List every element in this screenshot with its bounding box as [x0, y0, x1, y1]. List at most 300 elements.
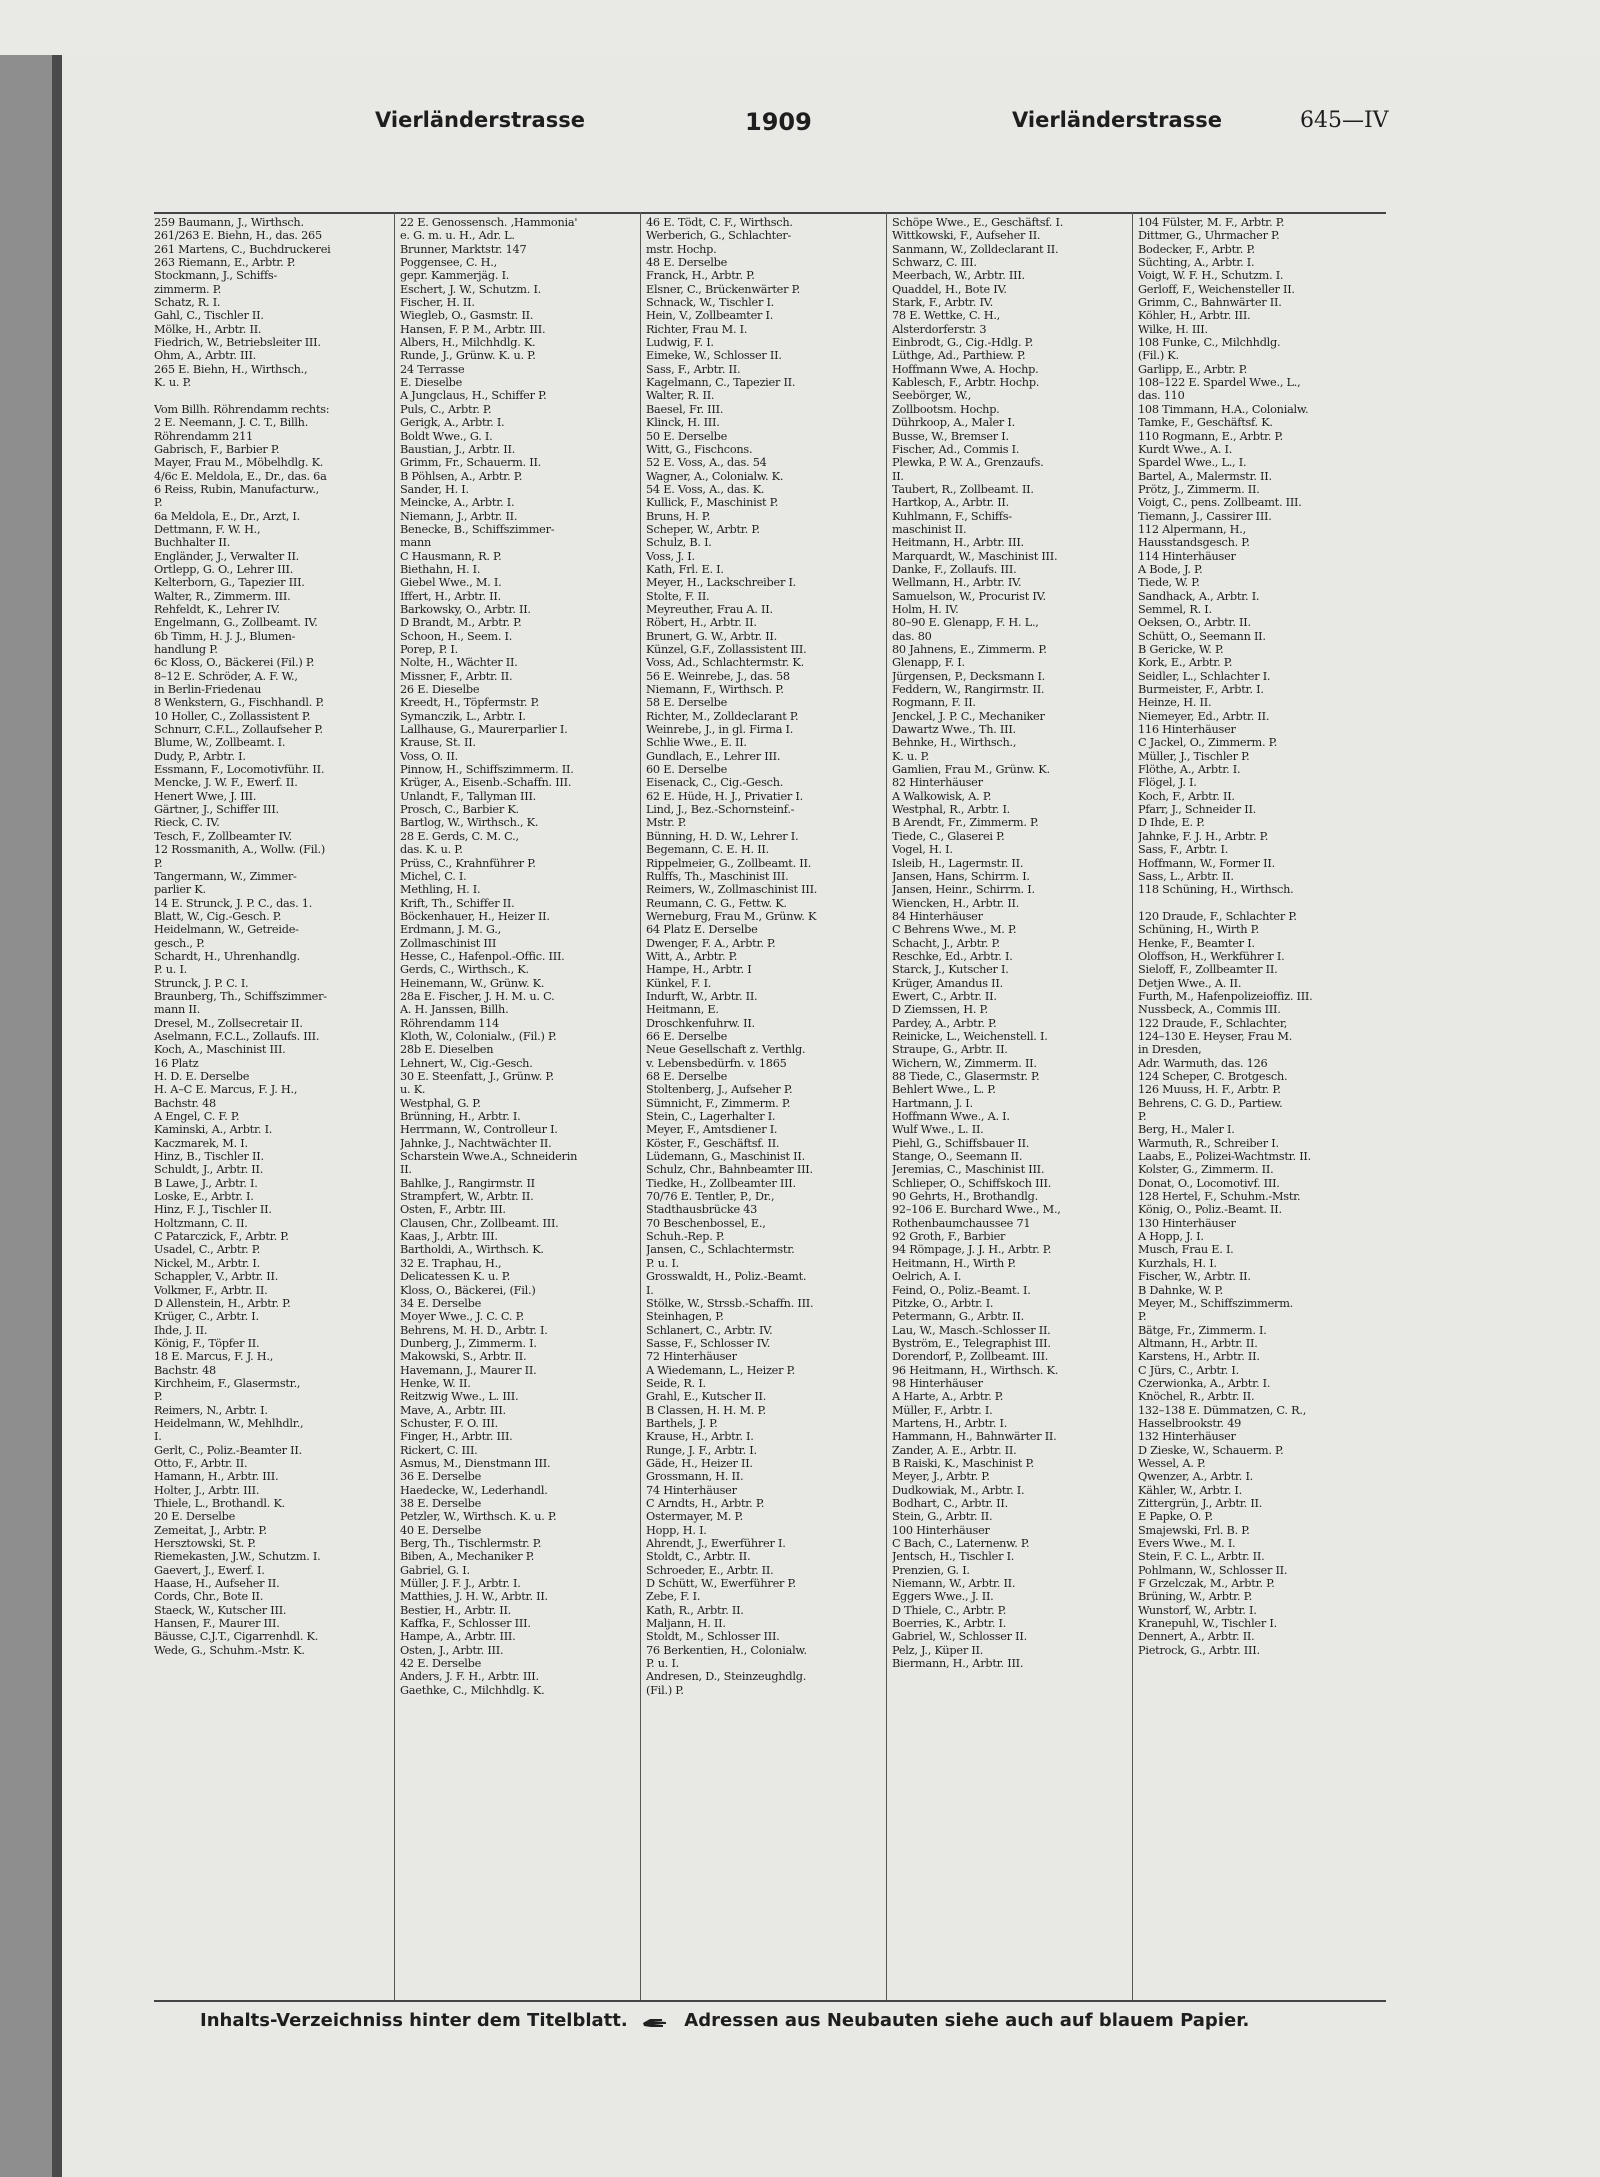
- directory-entry-line: 72 Hinterhäuser: [646, 1350, 737, 1364]
- directory-entry-line: Scheper, W., Arbtr. P.: [646, 522, 760, 536]
- directory-entry-line: 84 Hinterhäuser: [892, 909, 983, 923]
- directory-entry-line: Strampfert, W., Arbtr. II.: [400, 1190, 534, 1204]
- directory-entry-line: Wellmann, H., Arbtr. IV.: [892, 576, 1022, 590]
- directory-entry-line: Grossmann, H. II.: [646, 1470, 744, 1484]
- directory-entry-line: Voigt, C., pens. Zollbeamt. III.: [1138, 496, 1302, 510]
- directory-entry-line: 64 Platz E. Derselbe: [646, 923, 758, 937]
- directory-entry-line: Seebörger, W.,: [892, 389, 972, 403]
- directory-entry-line: Indurft, W., Arbtr. II.: [646, 989, 758, 1003]
- directory-entry-line: Meerbach, W., Arbtr. III.: [892, 269, 1025, 283]
- directory-entry-line: Schappler, V., Arbtr. II.: [154, 1270, 279, 1284]
- directory-entry-line: Heinemann, W., Grünw. K.: [400, 976, 545, 990]
- directory-entry-line: mann II.: [154, 1003, 201, 1017]
- directory-entry-line: Rogmann, F. II.: [892, 696, 976, 710]
- directory-entry-line: Hausstandsgesch. P.: [1138, 536, 1250, 550]
- directory-entry-line: Kaffka, F., Schlosser III.: [400, 1617, 531, 1631]
- directory-entry-line: Tangermann, W., Zimmer-: [154, 869, 297, 883]
- directory-entry-line: Meyer, F., Amtsdiener I.: [646, 1123, 778, 1137]
- directory-entry-line: A Harte, A., Arbtr. P.: [892, 1390, 1004, 1404]
- directory-entry-line: Heitmann, E.: [646, 1003, 719, 1017]
- directory-entry-line: gepr. Kammerjäg. I.: [400, 269, 510, 283]
- directory-entry-line: Hansen, F., Maurer III.: [154, 1617, 280, 1631]
- directory-entry-line: C Behrens Wwe., M. P.: [892, 923, 1017, 937]
- directory-entry-line: Flögel, J. I.: [1138, 776, 1197, 790]
- directory-entry-line: maschinist II.: [892, 522, 967, 536]
- directory-entry-line: Sass, L., Arbtr. II.: [1138, 869, 1234, 883]
- directory-entry-line: Gundlach, E., Lehrer III.: [646, 749, 781, 763]
- directory-entry-line: 12 Rossmanith, A., Wollw. (Fil.): [154, 843, 325, 857]
- directory-entry-line: Marquardt, W., Maschinist III.: [892, 549, 1058, 563]
- directory-entry-line: P. u. I.: [646, 1657, 680, 1671]
- directory-entry-line: Krüger, A., Eisenb.-Schaffn. III.: [400, 776, 572, 790]
- directory-entry-line: 263 Riemann, E., Arbtr. P.: [154, 256, 296, 270]
- directory-entry-line: Ostermayer, M. P.: [646, 1510, 743, 1524]
- directory-entry-line: Tesch, F., Zollbeamter IV.: [154, 829, 292, 843]
- directory-entry-line: Brüning, W., Arbtr. P.: [1138, 1590, 1253, 1604]
- directory-entry-line: Droschkenfuhrw. II.: [646, 1016, 755, 1030]
- directory-entry-line: Kath, R., Arbtr. II.: [646, 1603, 744, 1617]
- directory-entry-line: 70/76 E. Tentler, P., Dr.,: [646, 1190, 775, 1204]
- directory-entry-line: K. u. P.: [892, 749, 929, 763]
- directory-entry-line: Evers Wwe., M. I.: [1138, 1537, 1236, 1551]
- directory-entry-line: Röbert, H., Arbtr. II.: [646, 616, 757, 630]
- directory-entry-line: Oeksen, O., Arbtr. II.: [1138, 616, 1251, 630]
- directory-entry-line: Michel, C. I.: [400, 869, 467, 883]
- directory-entry-line: Mencke, J. W. F., Ewerf. II.: [154, 776, 298, 790]
- directory-entry-line: Erdmann, J. M. G.,: [400, 923, 501, 937]
- directory-entry-line: 92 Groth, F., Barbier: [892, 1230, 1006, 1244]
- directory-column-3: [646, 216, 882, 1996]
- directory-entry-line: 32 E. Traphau, H.,: [400, 1256, 502, 1270]
- directory-entry-line: E Papke, O. P.: [1138, 1510, 1213, 1524]
- directory-entry-line: Gaethke, C., Milchhdlg. K.: [400, 1683, 545, 1697]
- directory-entry-line: 100 Hinterhäuser: [892, 1523, 990, 1537]
- directory-entry-line: Grimm, Fr., Schauerm. II.: [400, 456, 542, 470]
- running-header-year: 1909: [745, 108, 812, 136]
- directory-entry-line: Voigt, W. F. H., Schutzm. I.: [1138, 269, 1284, 283]
- directory-entry-line: Rothenbaumchaussee 71: [892, 1216, 1031, 1230]
- directory-entry-line: Qwenzer, A., Arbtr. I.: [1138, 1470, 1254, 1484]
- directory-entry-line: Mayer, Frau M., Möbelhdlg. K.: [154, 456, 324, 470]
- directory-entry-line: Missner, F., Arbtr. II.: [400, 669, 513, 683]
- directory-entry-line: Kurdt Wwe., A. I.: [1138, 442, 1233, 456]
- directory-entry-line: 92–106 E. Burchard Wwe., M.,: [892, 1203, 1061, 1217]
- directory-entry-line: Kreedt, H., Töpfermstr. P.: [400, 696, 539, 710]
- directory-entry-line: A. H. Janssen, Billh.: [400, 1003, 509, 1017]
- directory-entry-line: 50 E. Derselbe: [646, 429, 728, 443]
- directory-entry-line: 108 Timmann, H.A., Colonialw.: [1138, 402, 1309, 416]
- directory-entry-line: Hampe, A., Arbtr. III.: [400, 1630, 516, 1644]
- directory-entry-line: Werberich, G., Schlachter-: [646, 229, 792, 243]
- directory-entry-line: 38 E. Derselbe: [400, 1497, 482, 1510]
- directory-entry-line: Dettmann, F. W. H.,: [154, 522, 261, 536]
- directory-entry-line: Fiedrich, W., Betriebsleiter III.: [154, 336, 321, 350]
- directory-entry-line: 96 Heitmann, H., Wirthsch. K.: [892, 1363, 1059, 1377]
- directory-entry-line: Hoffmann Wwe, A. Hochp.: [892, 362, 1039, 376]
- directory-entry-line: Jansen, Heinr., Schirrm. I.: [892, 883, 1035, 897]
- directory-entry-line: Dorendorf, P., Zollbeamt. III.: [892, 1350, 1049, 1364]
- directory-entry-line: Donat, O., Locomotivf. III.: [1138, 1176, 1280, 1190]
- directory-entry-line: Wilke, H. III.: [1138, 322, 1208, 336]
- directory-entry-line: Danke, F., Zollaufs. III.: [892, 562, 1017, 576]
- directory-entry-line: Richter, M., Zolldeclarant P.: [646, 709, 799, 723]
- directory-entry-line: Dührkoop, A., Maler I.: [892, 416, 1015, 430]
- directory-entry-line: Walter, R., Zimmerm. III.: [154, 589, 291, 603]
- directory-entry-line: Strunck, J. P. C. I.: [154, 976, 249, 990]
- directory-entry-line: Eimeke, W., Schlosser II.: [646, 349, 782, 363]
- directory-entry-line: Kath, Frl. E. I.: [646, 562, 724, 576]
- directory-entry-line: 56 E. Weinrebe, J., das. 58: [646, 669, 790, 683]
- directory-entry-line: Hansen, F. P. M., Arbtr. III.: [400, 322, 546, 336]
- directory-entry-line: B Dahnke, W. P.: [1138, 1283, 1223, 1297]
- directory-entry-line: Eggers Wwe., J. II.: [892, 1590, 994, 1604]
- directory-entry-line: Kelterborn, G., Tapezier III.: [154, 576, 305, 590]
- directory-entry-line: C Bach, C., Laternenw. P.: [892, 1537, 1030, 1551]
- directory-entry-line: 108–122 E. Spardel Wwe., L.,: [1138, 376, 1301, 390]
- directory-entry-line: Cords, Chr., Bote II.: [154, 1590, 264, 1604]
- directory-entry-line: Gäde, H., Heizer II.: [646, 1456, 753, 1470]
- directory-entry-line: 20 E. Derselbe: [154, 1510, 236, 1524]
- directory-entry-line: H. A–C E. Marcus, F. J. H.,: [154, 1083, 298, 1097]
- directory-entry-line: 26 E. Dieselbe: [400, 683, 480, 697]
- pointing-hand-icon: [642, 2014, 670, 2028]
- directory-entry-line: Schnack, W., Tischler I.: [646, 296, 775, 310]
- directory-entry-line: Andresen, D., Steinzeughdlg.: [646, 1670, 807, 1684]
- directory-entry-line: Schardt, H., Uhrenhandlg.: [154, 949, 300, 963]
- directory-entry-line: Spardel Wwe., L., I.: [1138, 456, 1247, 470]
- directory-entry-line: Mave, A., Arbtr. III.: [400, 1403, 506, 1417]
- directory-entry-line: Musch, Frau E. I.: [1138, 1243, 1234, 1257]
- directory-entry-line: P.: [1138, 1110, 1147, 1124]
- directory-entry-line: Kagelmann, C., Tapezier II.: [646, 376, 796, 390]
- directory-entry-line: Finger, H., Arbtr. III.: [400, 1430, 513, 1444]
- directory-entry-line: Bestier, H., Arbtr. II.: [400, 1603, 512, 1617]
- directory-entry-line: Feddern, W., Rangirmstr. II.: [892, 683, 1045, 697]
- directory-entry-line: Hoffmann Wwe., A. I.: [892, 1110, 1010, 1124]
- directory-entry-line: Methling, H. I.: [400, 883, 481, 897]
- directory-entry-line: Pardey, A., Arbtr. P.: [892, 1016, 997, 1030]
- directory-entry-line: Rieck, C. IV.: [154, 816, 220, 830]
- directory-entry-line: Fischer, H. II.: [400, 296, 475, 310]
- directory-entry-line: Gaevert, J., Ewerf. I.: [154, 1563, 265, 1577]
- directory-entry-line: Buchhalter II.: [154, 536, 231, 550]
- directory-entry-line: 108 Funke, C., Milchhdlg.: [1138, 336, 1281, 350]
- directory-entry-line: Seidler, L., Schlachter I.: [1138, 669, 1271, 683]
- directory-entry-line: Henke, F., Beamter I.: [1138, 936, 1255, 950]
- footer-left-note: Inhalts-Verzeichniss hinter dem Titelblatt.: [200, 2010, 628, 2031]
- directory-entry-line: Brünning, H., Arbtr. I.: [400, 1110, 521, 1124]
- directory-entry-line: Grimm, C., Bahnwärter II.: [1138, 296, 1282, 310]
- directory-entry-line: Lüdemann, G., Maschinist II.: [646, 1150, 805, 1164]
- directory-entry-line: 126 Muuss, H. F., Arbtr. P.: [1138, 1083, 1281, 1097]
- directory-entry-line: 116 Hinterhäuser: [1138, 723, 1236, 737]
- directory-entry-line: P.: [154, 496, 163, 510]
- directory-entry-line: D Zieske, W., Schauerm. P.: [1138, 1443, 1284, 1457]
- directory-entry-line: Kablesch, F., Arbtr. Hochp.: [892, 376, 1040, 390]
- directory-entry-line: 259 Baumann, J., Wirthsch.: [154, 216, 304, 229]
- directory-entry-line: Runde, J., Grünw. K. u. P.: [400, 349, 536, 363]
- directory-entry-line: Holm, H. IV.: [892, 602, 959, 616]
- directory-entry-line: 122 Draude, F., Schlachter,: [1138, 1016, 1288, 1030]
- directory-entry-line: Schlanert, C., Arbtr. IV.: [646, 1323, 773, 1337]
- directory-entry-line: B Arendt, Fr., Zimmerm. P.: [892, 816, 1039, 830]
- directory-entry-line: Detjen Wwe., A. II.: [1138, 976, 1242, 990]
- directory-entry-line: II.: [892, 469, 904, 483]
- directory-entry-line: zimmerm. P.: [154, 282, 222, 296]
- directory-entry-line: B Lawe, J., Arbtr. I.: [154, 1176, 258, 1190]
- directory-entry-line: Quaddel, H., Bote IV.: [892, 282, 1007, 296]
- directory-entry-line: Kloss, O., Bäckerei, (Fil.): [400, 1283, 536, 1297]
- directory-entry-line: Krause, St. II.: [400, 736, 476, 750]
- directory-entry-line: 10 Holler, C., Zollassistent P.: [154, 709, 311, 723]
- directory-entry-line: Heitmann, H., Arbtr. III.: [892, 536, 1024, 550]
- directory-entry-line: 104 Fülster, M. F., Arbtr. P.: [1138, 216, 1285, 229]
- directory-entry-line: I.: [646, 1283, 654, 1297]
- directory-entry-line: Voss, J. I.: [646, 549, 695, 563]
- directory-entry-line: Wagner, A., Colonialw. K.: [646, 469, 784, 483]
- directory-entry-line: Röhrendamm 211: [154, 429, 253, 443]
- directory-entry-line: Anders, J. F. H., Arbtr. III.: [400, 1670, 539, 1684]
- directory-entry-line: Essmann, F., Locomotivführ. II.: [154, 763, 325, 777]
- directory-entry-line: Lehnert, W., Cig.-Gesch.: [400, 1056, 533, 1070]
- directory-entry-line: P.: [1138, 1310, 1147, 1324]
- directory-entry-line: 42 E. Derselbe: [400, 1657, 482, 1671]
- directory-entry-line: 261/263 E. Biehn, H., das. 265: [154, 229, 322, 243]
- directory-entry-line: Unlandt, F., Tallyman III.: [400, 789, 537, 803]
- directory-entry-line: Voss, Ad., Schlachtermstr. K.: [646, 656, 804, 670]
- directory-entry-line: Havemann, J., Maurer II.: [400, 1363, 537, 1377]
- directory-entry-line: Neue Gesellschaft z. Verthlg.: [646, 1043, 806, 1057]
- directory-entry-line: Jansen, Hans, Schirrm. I.: [892, 869, 1030, 883]
- directory-entry-line: Sass, F., Arbtr. II.: [646, 362, 741, 376]
- directory-entry-line: Runge, J. F., Arbtr. I.: [646, 1443, 757, 1457]
- directory-entry-line: Meyer, M., Schiffszimmerm.: [1138, 1296, 1293, 1310]
- directory-entry-line: Samuelson, W., Procurist IV.: [892, 589, 1046, 603]
- directory-entry-line: Volkmer, F., Arbtr. II.: [154, 1283, 268, 1297]
- directory-entry-line: Ortlepp, G. O., Lehrer III.: [154, 562, 294, 576]
- directory-entry-line: Köster, F., Geschäftsf. II.: [646, 1136, 780, 1150]
- directory-entry-line: Bachstr. 48: [154, 1096, 216, 1110]
- directory-entry-line: 2 E. Neemann, J. C. T., Billh.: [154, 416, 309, 430]
- directory-entry-line: Jeremias, C., Maschinist III.: [892, 1163, 1045, 1177]
- directory-entry-line: C Patarczick, F., Arbtr. P.: [154, 1230, 289, 1244]
- directory-entry-line: Bartholdi, A., Wirthsch. K.: [400, 1243, 544, 1257]
- directory-entry-line: 28 E. Gerds, C. M. C.,: [400, 829, 519, 843]
- directory-entry-line: Giebel Wwe., M. I.: [400, 576, 502, 590]
- directory-entry-line: 6a Meldola, E., Dr., Arzt, I.: [154, 509, 300, 523]
- directory-entry-line: Pohlmann, W., Schlosser II.: [1138, 1563, 1288, 1577]
- directory-entry-line: Kaminski, A., Arbtr. I.: [154, 1123, 273, 1137]
- directory-entry-line: Zittergrün, J., Arbtr. II.: [1138, 1497, 1263, 1510]
- directory-entry-line: Elsner, C., Brückenwärter P.: [646, 282, 801, 296]
- directory-entry-line: das. 110: [1138, 389, 1185, 403]
- directory-entry-line: Zollbootsm. Hochp.: [892, 402, 1000, 416]
- directory-entry-line: Starck, J., Kutscher I.: [892, 963, 1009, 977]
- directory-entry-line: Puls, C., Arbtr. P.: [400, 402, 492, 416]
- directory-entry-line: König, O., Poliz.-Beamt. II.: [1138, 1203, 1282, 1217]
- directory-entry-line: Bruns, H. P.: [646, 509, 711, 523]
- directory-entry-line: Aselmann, F.C.L., Zollaufs. III.: [154, 1029, 320, 1043]
- directory-entry-line: 46 E. Tödt, C. F., Wirthsch.: [646, 216, 793, 229]
- directory-entry-line: Wiegleb, O., Gasmstr. II.: [400, 309, 534, 323]
- directory-entry-line: Makowski, S., Arbtr. II.: [400, 1350, 527, 1364]
- directory-entry-line: Oelrich, A. I.: [892, 1270, 962, 1284]
- directory-entry-line: 70 Beschenbossel, E.,: [646, 1216, 766, 1230]
- directory-entry-line: Stadthausbrücke 43: [646, 1203, 758, 1217]
- directory-entry-line: Tiede, C., Glaserei P.: [892, 829, 1005, 843]
- directory-entry-line: Iffert, H., Arbtr. II.: [400, 589, 501, 603]
- directory-entry-line: C Hausmann, R. P.: [400, 549, 502, 563]
- directory-entry-line: Poggensee, C. H.,: [400, 256, 497, 270]
- directory-entry-line: Holter, J., Arbtr. III.: [154, 1483, 260, 1497]
- directory-entry-line: Tiede, W. P.: [1138, 576, 1200, 590]
- directory-entry-line: Köhler, H., Arbtr. III.: [1138, 309, 1251, 323]
- directory-entry-line: Staeck, W., Kutscher III.: [154, 1603, 287, 1617]
- directory-entry-line: Walter, R. II.: [646, 389, 715, 403]
- directory-entry-line: 54 E. Voss, A., das. K.: [646, 482, 765, 496]
- directory-entry-line: Hein, V., Zollbeamter I.: [646, 309, 774, 323]
- directory-entry-line: Kurzhals, H. I.: [1138, 1256, 1217, 1270]
- directory-entry-line: Oloffson, H., Werkführer I.: [1138, 949, 1285, 963]
- column-divider: [640, 212, 641, 2002]
- directory-entry-line: Otto, F., Arbtr. II.: [154, 1456, 248, 1470]
- directory-entry-line: Schroeder, E., Arbtr. II.: [646, 1563, 774, 1577]
- directory-entry-line: 52 E. Voss, A., das. 54: [646, 456, 767, 470]
- directory-entry-line: v. Lebensbedürfn. v. 1865: [646, 1056, 787, 1070]
- directory-entry-line: 8 Wenkstern, G., Fischhandl. P.: [154, 696, 324, 710]
- directory-entry-line: Adr. Warmuth, das. 126: [1138, 1056, 1268, 1070]
- directory-entry-line: Kork, E., Arbtr. P.: [1138, 656, 1233, 670]
- directory-entry-line: 24 Terrasse: [400, 362, 465, 376]
- directory-entry-line: Osten, F., Arbtr. III.: [400, 1203, 506, 1217]
- directory-entry-line: handlung P.: [154, 643, 218, 656]
- directory-entry-line: D Brandt, M., Arbtr. P.: [400, 616, 522, 630]
- directory-entry-line: Rehfeldt, K., Lehrer IV.: [154, 602, 280, 616]
- directory-entry-line: Rippelmeier, G., Zollbeamt. II.: [646, 856, 812, 870]
- directory-entry-line: Blume, W., Zollbeamt. I.: [154, 736, 286, 750]
- directory-entry-line: Pfarr, J., Schneider II.: [1138, 803, 1257, 817]
- directory-entry-line: Wunstorf, W., Arbtr. I.: [1138, 1603, 1257, 1617]
- directory-entry-line: Westphal, R., Arbtr. I.: [892, 803, 1011, 817]
- directory-entry-line: Dawartz Wwe., Th. III.: [892, 723, 1016, 737]
- directory-entry-line: Porep, P. I.: [400, 643, 458, 656]
- directory-column-1: [154, 216, 390, 1996]
- directory-entry-line: 48 E. Derselbe: [646, 256, 728, 270]
- directory-entry-line: A Jungclaus, H., Schiffer P.: [400, 389, 547, 403]
- directory-entry-line: 90 Gehrts, H., Brothandlg.: [892, 1190, 1038, 1204]
- directory-entry-line: Busse, W., Bremser I.: [892, 429, 1009, 443]
- directory-entry-line: Warmuth, R., Schreiber I.: [1138, 1136, 1279, 1150]
- directory-entry-line: Jürgensen, P., Decksmann I.: [892, 669, 1046, 683]
- directory-entry-line: Kaas, J., Arbtr. III.: [400, 1230, 498, 1244]
- directory-entry-line: Heinze, H. II.: [1138, 696, 1212, 710]
- directory-entry-line: 28a E. Fischer, J. H. M. u. C.: [400, 989, 555, 1003]
- directory-column-4: [892, 216, 1128, 1996]
- directory-entry-line: Dennert, A., Arbtr. II.: [1138, 1630, 1255, 1644]
- directory-entry-line: Usadel, C., Arbtr. P.: [154, 1243, 261, 1257]
- directory-entry-line: Riemekasten, J.W., Schutzm. I.: [154, 1550, 321, 1564]
- directory-entry-line: Karstens, H., Arbtr. II.: [1138, 1350, 1260, 1364]
- directory-entry-line: 22 E. Genossensch. ,Hammonia': [400, 216, 578, 229]
- directory-entry-line: Müller, J., Tischler P.: [1138, 749, 1250, 763]
- directory-entry-line: 60 E. Derselbe: [646, 763, 728, 777]
- directory-entry-line: Sasse, F., Schlosser IV.: [646, 1336, 771, 1350]
- directory-entry-line: Biben, A., Mechaniker P.: [400, 1550, 535, 1564]
- directory-entry-line: Symanczik, L., Arbtr. I.: [400, 709, 526, 723]
- directory-entry-line: Schacht, J., Arbtr. P.: [892, 936, 1000, 950]
- directory-entry-line: das. K. u. P.: [400, 843, 463, 857]
- directory-entry-line: Alsterdorferstr. 3: [892, 322, 987, 336]
- directory-entry-line: Kranepuhl, W., Tischler I.: [1138, 1617, 1277, 1631]
- directory-entry-line: Blatt, W., Cig.-Gesch. P.: [154, 909, 282, 923]
- directory-entry-line: Reimers, N., Arbtr. I.: [154, 1403, 268, 1417]
- directory-entry-line: Stölke, W., Strssb.-Schaffn. III.: [646, 1296, 814, 1310]
- directory-entry-line: P.: [154, 856, 163, 870]
- directory-entry-line: Delicatessen K. u. P.: [400, 1270, 511, 1284]
- directory-entry-line: Behrens, M. H. D., Arbtr. I.: [400, 1323, 548, 1337]
- directory-entry-line: Künzel, G.F., Zollassistent III.: [646, 643, 807, 656]
- directory-entry-line: gesch., P.: [154, 936, 205, 950]
- directory-entry-line: Schuh.-Rep. P.: [646, 1230, 725, 1244]
- directory-entry-line: Stoldt, C., Arbtr. II.: [646, 1550, 751, 1564]
- directory-entry-line: Schlie Wwe., E. II.: [646, 736, 747, 750]
- directory-entry-line: Nolte, H., Wächter II.: [400, 656, 518, 670]
- directory-entry-line: Pitzke, O., Arbtr. I.: [892, 1296, 994, 1310]
- directory-entry-line: D Schütt, W., Ewerführer P.: [646, 1577, 796, 1591]
- directory-entry-line: Stoldt, M., Schlosser III.: [646, 1630, 780, 1644]
- directory-entry-line: Müller, F., Arbtr. I.: [892, 1403, 993, 1417]
- directory-entry-line: Barthels, J. P.: [646, 1416, 718, 1430]
- directory-entry-line: (Fil.) K.: [1138, 349, 1179, 363]
- directory-entry-line: Heidelmann, W., Getreide-: [154, 923, 299, 937]
- directory-entry-line: Künkel, F. I.: [646, 976, 712, 990]
- directory-entry-line: Hartkop, A., Arbtr. II.: [892, 496, 1009, 510]
- directory-entry-line: Bachstr. 48: [154, 1363, 216, 1377]
- directory-entry-line: Grahl, E., Kutscher II.: [646, 1390, 767, 1404]
- directory-entry-line: Smajewski, Frl. B. P.: [1138, 1523, 1250, 1537]
- directory-entry-line: mann: [400, 536, 431, 550]
- column-divider: [394, 212, 395, 2002]
- directory-entry-line: Gahl, C., Tischler II.: [154, 309, 264, 323]
- directory-entry-line: Krüger, C., Arbtr. I.: [154, 1310, 259, 1324]
- directory-entry-line: Sanmann, W., Zolldeclarant II.: [892, 242, 1059, 256]
- directory-entry-line: Rulffs, Th., Maschinist III.: [646, 869, 789, 883]
- directory-entry-line: Mölke, H., Arbtr. II.: [154, 322, 262, 336]
- directory-entry-line: Dittmer, G., Uhrmacher P.: [1138, 229, 1280, 243]
- directory-column-5: [1138, 216, 1374, 1996]
- directory-entry-line: Gerloff, F., Weichensteller II.: [1138, 282, 1295, 296]
- directory-entry-line: [154, 389, 390, 402]
- directory-entry-line: Biethahn, H. I.: [400, 562, 481, 576]
- directory-entry-line: Prosch, C., Barbier K.: [400, 803, 519, 817]
- directory-entry-line: Gerlt, C., Poliz.-Beamter II.: [154, 1443, 302, 1457]
- directory-entry-line: Kloth, W., Colonialw., (Fil.) P.: [400, 1029, 557, 1043]
- directory-entry-line: Wittkowski, F., Aufseher II.: [892, 229, 1041, 243]
- directory-entry-line: Dudy, P., Arbtr. I.: [154, 749, 246, 763]
- directory-entry-line: Zebe, F. I.: [646, 1590, 701, 1604]
- directory-entry-line: Holtzmann, C. II.: [154, 1216, 248, 1230]
- directory-entry-line: Moyer Wwe., J. C. C. P.: [400, 1310, 524, 1324]
- directory-entry-line: (Fil.) P.: [646, 1683, 684, 1697]
- directory-entry-line: Lallhause, G., Maurerparlier I.: [400, 723, 568, 737]
- directory-entry-line: 16 Platz: [154, 1056, 199, 1070]
- directory-entry-line: Zemeitat, J., Arbtr. P.: [154, 1523, 267, 1537]
- directory-entry-line: Behlert Wwe., L. P.: [892, 1083, 996, 1097]
- directory-entry-line: Garlipp, E., Arbtr. P.: [1138, 362, 1248, 376]
- directory-entry-line: Heidelmann, W., Mehlhdlr.,: [154, 1416, 304, 1430]
- directory-entry-line: Schütt, O., Seemann II.: [1138, 629, 1266, 643]
- directory-entry-line: Hamann, H., Arbtr. III.: [154, 1470, 279, 1484]
